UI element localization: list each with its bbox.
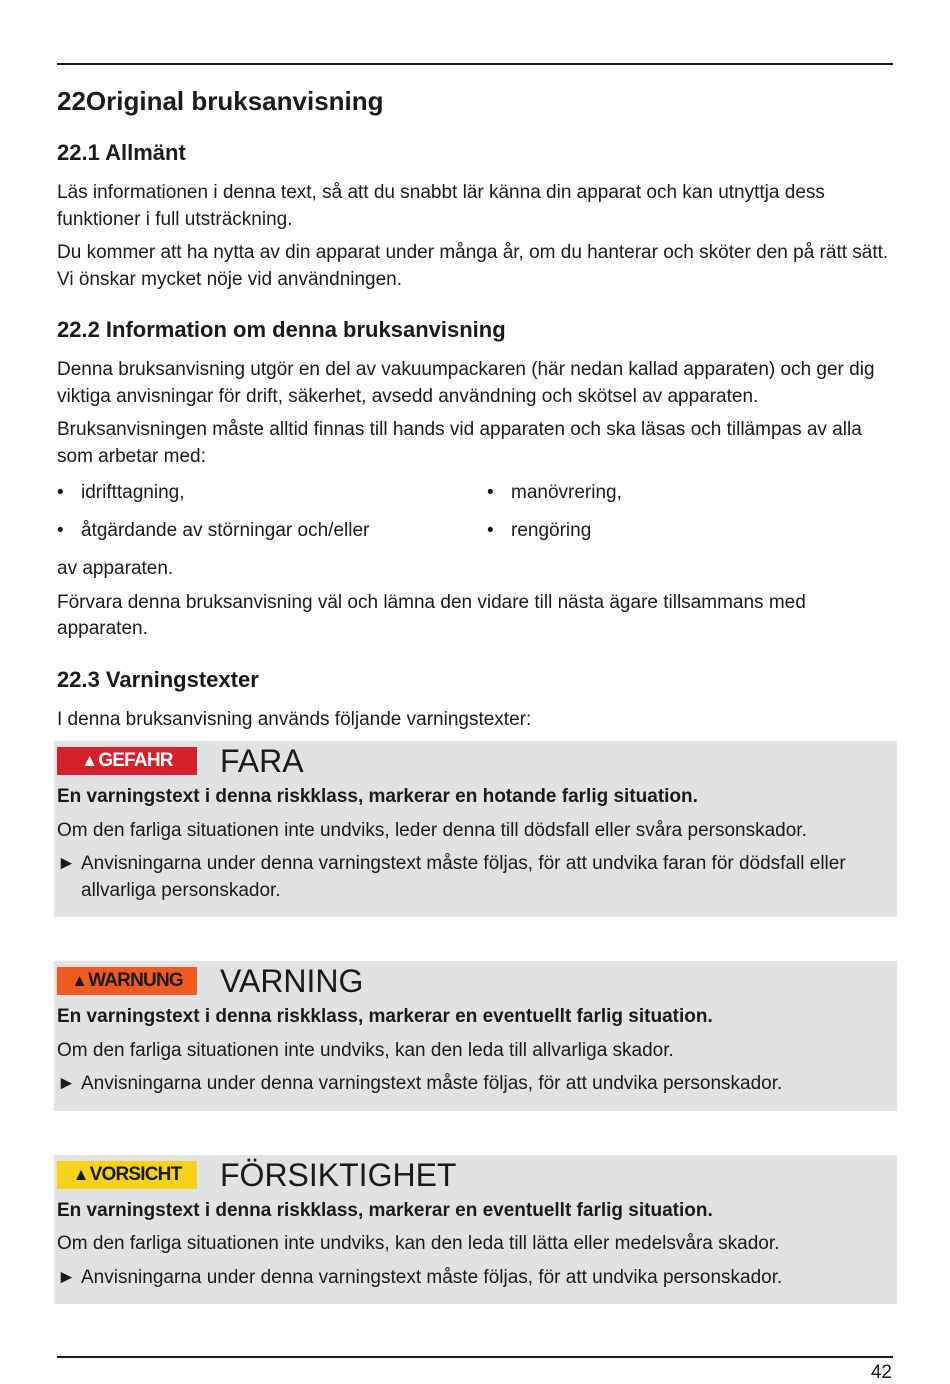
list-item: • manövrering, (487, 480, 893, 506)
warning-instruction: ► Anvisningarna under denna varningstext måste följas, för att undvika personskador. (57, 1071, 897, 1098)
section-title: 22.1 Allmänt (57, 140, 186, 165)
warning-box-caution (54, 1155, 897, 1305)
warning-definition: En varningstext i denna riskklass, markerar en eventuellt farlig situation. (57, 1006, 713, 1027)
bullet-icon: • (57, 520, 64, 541)
warning-consequence: Om den farliga situationen inte undviks, kan den leda till allvarliga skador. (57, 1039, 674, 1061)
warning-box-danger (54, 741, 897, 917)
warning-instruction: ► Anvisningarna under denna varningstext måste följas, för att undvika faran för dödsfall eller allvarliga personskador. (57, 851, 897, 904)
bullet-list (57, 480, 893, 544)
list-item: • rengöring (487, 518, 893, 544)
warning-triangle-icon: ▲ (72, 1164, 89, 1184)
chapter-title: 22Original bruksanvisning (57, 86, 384, 116)
vorsicht-badge: ▲ VORSICHT (57, 1161, 197, 1189)
page-content (57, 84, 893, 1348)
warning-instruction: ► Anvisningarna under denna varningstext måste följas, för att undvika personskador. (57, 1265, 897, 1292)
page-number: 42 (870, 1362, 892, 1383)
warning-definition: En varningstext i denna riskklass, markerar en eventuellt farlig situation. (57, 1199, 713, 1221)
section-title: 22.3 Varningstexter (57, 666, 259, 692)
bullet-icon: • (487, 482, 494, 503)
paragraph: Läs informationen i denna text, så att du snabbt lär känna din apparat och kan utnyttja dess funktioner i full utsträckning. (57, 182, 825, 230)
section-warnings (57, 665, 893, 1305)
warning-title: VARNING (220, 963, 364, 999)
warning-triangle-icon: ▲ (71, 971, 88, 990)
paragraph: Förvara denna bruksanvisning väl och lämna den vidare till nästa ägare tillsammans med apparaten. (57, 591, 806, 639)
warning-definition: En varningstext i denna riskklass, markerar en hotande farlig situation. (57, 786, 698, 807)
bullet-icon: • (57, 482, 64, 503)
section-general (57, 138, 893, 293)
bullet-icon: • (487, 520, 494, 541)
warning-consequence: Om den farliga situationen inte undviks, leder denna till dödsfall eller svåra personskador. (57, 819, 807, 841)
section-manual-info (57, 315, 893, 643)
footer-rule (57, 1356, 893, 1358)
section-title: 22.2 Information om denna bruksanvisning (57, 317, 506, 342)
warnung-badge: ▲ WARNUNG (57, 967, 197, 995)
paragraph: Denna bruksanvisning utgör en del av vakuumpackaren (här nedan kallad apparaten) och ger dig viktiga anvisningar för drift, säkerhet, avsedd användning och skötsel av apparaten. (57, 359, 875, 407)
list-item: • idrifttagning, (57, 480, 487, 506)
warning-box-warning (54, 961, 897, 1111)
list-item: • åtgärdande av störningar och/eller (57, 518, 487, 544)
paragraph: Du kommer att ha nytta av din apparat under många år, om du hanterar och sköter den på rätt sätt. Vi önskar mycket nöje vid användningen. (57, 242, 889, 290)
warning-consequence: Om den farliga situationen inte undviks, kan den leda till lätta eller medelsvåra skador. (57, 1233, 780, 1254)
header-rule (57, 63, 893, 65)
paragraph: I denna bruksanvisning används följande varningstexter: (57, 708, 532, 730)
warning-triangle-icon: ▲ (81, 751, 98, 770)
arrow-right-icon: ► (57, 1073, 76, 1094)
arrow-right-icon: ► (57, 1266, 76, 1288)
paragraph: av apparaten. (57, 558, 174, 579)
arrow-right-icon: ► (57, 853, 76, 874)
paragraph: Bruksanvisningen måste alltid finnas till hands vid apparaten och ska läsas och tillämpas av alla som arbetar med: (57, 419, 862, 467)
warning-title: FARA (220, 743, 304, 779)
warning-title: FÖRSIKTIGHET (220, 1156, 457, 1193)
gefahr-badge: ▲ GEFAHR (57, 747, 197, 775)
